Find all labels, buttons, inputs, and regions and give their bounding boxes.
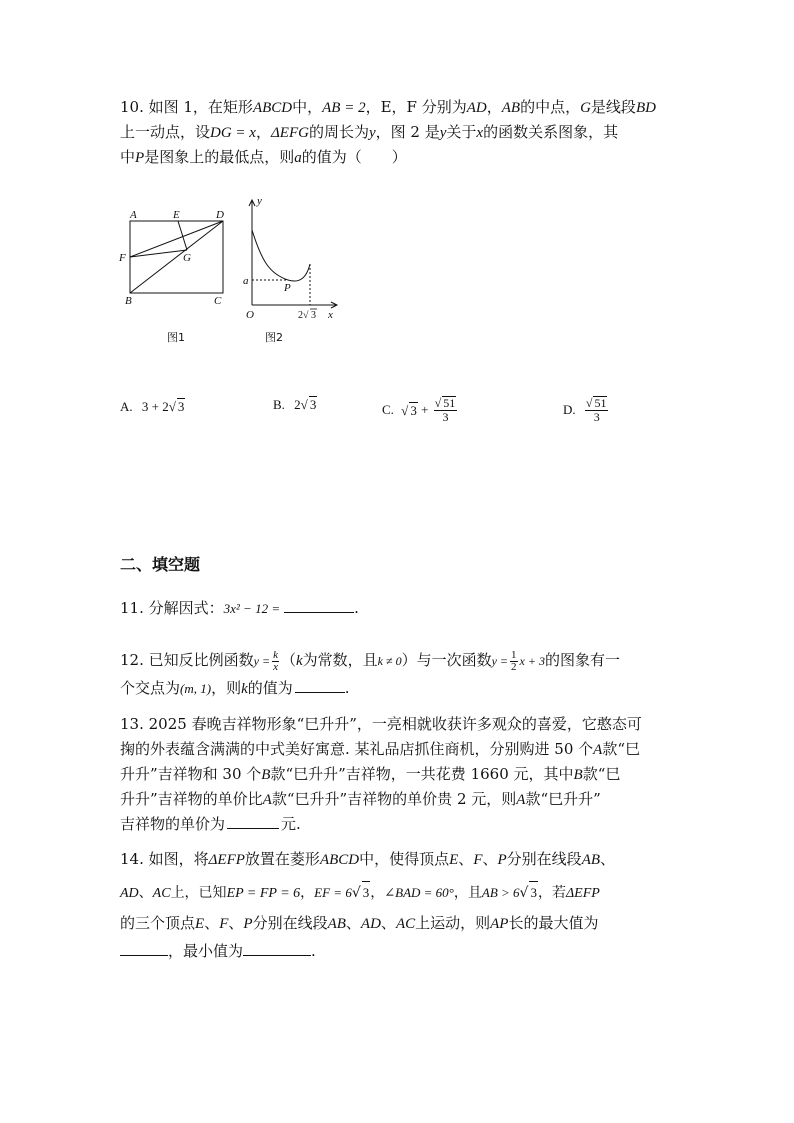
math: P xyxy=(135,150,145,166)
answer-blank[interactable] xyxy=(295,678,345,693)
text: 的周长为 xyxy=(308,123,369,141)
text: 中 xyxy=(120,148,136,166)
label-a-value: a xyxy=(243,275,249,287)
answer-blank[interactable] xyxy=(284,598,354,613)
radicand: 3 xyxy=(177,399,185,414)
label-g: G xyxy=(183,252,191,264)
math: ΔEFP xyxy=(565,886,600,901)
math: AP xyxy=(490,916,509,932)
caption-fig2: 图2 xyxy=(265,331,283,344)
text: 升升”吉祥物的单价比 xyxy=(120,790,263,808)
math: EP = FP = 6 xyxy=(226,886,301,901)
option-c[interactable] xyxy=(382,396,459,424)
sqrt-symbol: √ xyxy=(401,402,409,418)
text: 款“巳 xyxy=(602,740,641,758)
denominator: x xyxy=(273,660,278,673)
text: ，且 xyxy=(453,885,482,901)
figure-1-rectangle xyxy=(112,200,242,350)
text: 、 xyxy=(458,850,474,868)
math: BD xyxy=(635,100,656,116)
math: AC xyxy=(395,916,416,932)
math: AB xyxy=(501,100,521,116)
text: ，最小值为 xyxy=(168,942,244,960)
text: ， xyxy=(370,885,385,901)
text: ，E，F 分别为 xyxy=(365,98,467,116)
label-o: O xyxy=(246,309,254,321)
math: B xyxy=(573,767,583,783)
numerator: 51 xyxy=(443,396,456,410)
denominator: 2 xyxy=(511,660,517,673)
math: y = xyxy=(491,654,509,668)
math: DG = x xyxy=(210,125,256,141)
math: ABCD xyxy=(252,100,293,116)
option-d[interactable] xyxy=(563,396,610,424)
text: . xyxy=(311,942,316,960)
text: ，图 2 是 xyxy=(375,123,440,141)
q14-line2 xyxy=(120,881,600,905)
label-x: x xyxy=(328,309,333,321)
text: ）与一次函数 xyxy=(401,651,492,669)
plus-sign: + xyxy=(421,402,429,417)
fraction xyxy=(585,396,609,424)
label-p: P xyxy=(284,282,291,294)
math: (m, 1) xyxy=(180,681,212,696)
option-label: A. xyxy=(120,399,133,414)
option-text: 2 xyxy=(294,397,301,412)
sqrt-symbol: √ xyxy=(168,399,176,414)
sqrt-symbol: √ xyxy=(300,397,308,412)
sqrt-symbol: √ xyxy=(303,310,309,321)
text: 的三个顶点 xyxy=(120,914,196,932)
math: y xyxy=(368,125,376,141)
q14-line3 xyxy=(120,912,598,935)
math: ABCD xyxy=(319,852,360,868)
math: E xyxy=(195,916,205,932)
option-label: B. xyxy=(273,397,285,412)
caption-fig1: 图1 xyxy=(167,331,185,344)
q13-line3 xyxy=(120,763,620,786)
text: 、 xyxy=(600,850,616,868)
text: 、 xyxy=(482,850,498,868)
option-b[interactable] xyxy=(273,396,317,413)
text: 分别在线段 xyxy=(506,850,582,868)
q14-line1 xyxy=(120,848,615,871)
text: 13. 2025 春晚吉祥物形象“巳升升”，一亮相就收获许多观众的喜爱，它憨态可 xyxy=(120,715,642,733)
text: 10. 如图 1，在矩形 xyxy=(120,98,253,116)
math: A xyxy=(593,742,603,758)
radicand: 3 xyxy=(410,402,417,418)
text: 的值为（ ） xyxy=(301,148,407,166)
numerator: 51 xyxy=(594,396,607,410)
text: 款“巳升升” xyxy=(525,790,601,808)
option-a[interactable] xyxy=(120,398,185,415)
label-y: y xyxy=(257,195,262,207)
text: 关于 xyxy=(446,123,477,141)
text: 11. 分解因式： xyxy=(120,599,224,617)
text: 分别在线段 xyxy=(252,914,328,932)
text: 的函数关系图象，其 xyxy=(483,123,619,141)
math: x + 3 xyxy=(519,654,545,668)
answer-blank[interactable] xyxy=(227,814,279,829)
text: 的图象有一 xyxy=(544,651,620,669)
text: ，若 xyxy=(537,885,566,901)
q10-line3 xyxy=(120,146,407,169)
option-label: D. xyxy=(563,402,576,417)
numerator: 1 xyxy=(511,648,517,661)
text: ， xyxy=(255,123,271,141)
math: B xyxy=(261,767,271,783)
math: ∠BAD = 60° xyxy=(384,885,454,900)
math: a xyxy=(294,150,302,166)
radicand: 3 xyxy=(529,881,538,904)
section-heading: 二、填空题 xyxy=(120,555,201,574)
q13-line5 xyxy=(120,813,301,835)
sqrt-symbol: √ xyxy=(351,885,361,901)
q12-line2 xyxy=(120,677,350,700)
text: 款“巳 xyxy=(582,765,621,783)
label-f: F xyxy=(119,252,126,264)
math: ΔEFG xyxy=(270,125,309,141)
segment-bd xyxy=(130,221,223,293)
math: AD xyxy=(120,886,139,901)
text: 放置在菱形 xyxy=(244,850,320,868)
text: 、 xyxy=(345,914,361,932)
math: 3x² − 12 = xyxy=(223,601,281,616)
math: AB xyxy=(327,916,346,932)
text: 中，使得顶点 xyxy=(359,850,450,868)
text: . xyxy=(354,599,359,617)
text: 的值为 xyxy=(247,679,293,697)
denominator: 3 xyxy=(442,410,449,424)
math: F xyxy=(473,852,483,868)
fraction-half xyxy=(510,650,518,673)
text: 中， xyxy=(292,98,323,116)
q10-line2 xyxy=(120,121,618,144)
math: EF = 6 xyxy=(314,885,352,900)
text: 款“巳升升”吉祥物的单价贵 2 元，则 xyxy=(271,790,517,808)
text: ，则 xyxy=(211,679,242,697)
denominator: 3 xyxy=(593,410,600,424)
text: 是线段 xyxy=(590,98,636,116)
text: 为常数，且 xyxy=(302,651,378,669)
sqrt-symbol: √ xyxy=(585,396,593,410)
text: 上一动点，设 xyxy=(120,123,211,141)
sqrt-symbol: √ xyxy=(519,885,529,901)
math: AD xyxy=(360,916,381,932)
text: 是图象上的最低点，则 xyxy=(144,148,295,166)
math: y = xyxy=(253,654,271,668)
tick-2sqrt3 xyxy=(298,309,317,321)
radicand: 3 xyxy=(362,881,371,904)
math: k xyxy=(295,653,303,669)
q12-line1 xyxy=(120,649,620,673)
label-e: E xyxy=(173,209,180,221)
label-c: C xyxy=(214,295,222,307)
tick-coef: 2 xyxy=(298,310,303,321)
math: F xyxy=(219,916,229,932)
math: ΔEFP xyxy=(208,852,245,868)
math: A xyxy=(262,792,272,808)
math: P xyxy=(497,852,507,868)
label-b: B xyxy=(125,295,132,307)
text: 升升”吉祥物和 30 个 xyxy=(120,765,262,783)
math: y xyxy=(439,125,447,141)
math: P xyxy=(243,916,253,932)
text: 上运动，则 xyxy=(415,914,491,932)
q13-line1 xyxy=(120,713,642,735)
text: 个交点为 xyxy=(120,679,181,697)
text: 12. 已知反比例函数 xyxy=(120,651,254,669)
math: AC xyxy=(152,886,171,901)
text: 、 xyxy=(228,914,244,932)
q14-line4 xyxy=(120,940,316,962)
text: 、 xyxy=(204,914,220,932)
math: k xyxy=(241,681,248,697)
numerator: k xyxy=(273,648,278,661)
math: k ≠ 0 xyxy=(377,654,402,668)
sqrt-symbol: √ xyxy=(434,396,442,410)
math: AB = 2 xyxy=(322,100,366,116)
answer-blank-min[interactable] xyxy=(243,941,311,956)
label-a: A xyxy=(130,209,137,221)
q10-line1 xyxy=(120,96,656,119)
math: AB > 6 xyxy=(481,885,520,900)
fraction-k-x xyxy=(272,650,279,673)
answer-blank-max[interactable] xyxy=(120,941,168,956)
math: G xyxy=(580,100,591,116)
text: 掬的外表蕴含满满的中式美好寓意. 某礼品店抓住商机，分别购进 50 个 xyxy=(120,740,594,758)
option-label: C. xyxy=(382,402,394,417)
option-text: 3 + 2 xyxy=(141,399,169,414)
q13-line2 xyxy=(120,738,640,761)
q11 xyxy=(120,597,359,620)
radicand: 3 xyxy=(309,397,317,412)
text: 的中点， xyxy=(520,98,581,116)
text: 长的最大值为 xyxy=(508,914,599,932)
figure-2-graph xyxy=(240,192,350,350)
text: 14. 如图，将 xyxy=(120,850,209,868)
text: 元. xyxy=(281,815,301,833)
q13-line4 xyxy=(120,788,601,811)
text: （ xyxy=(280,651,296,669)
text: 上，已知 xyxy=(170,885,227,901)
math: E xyxy=(449,852,459,868)
math: x xyxy=(476,125,484,141)
text: ， xyxy=(486,98,502,116)
label-d: D xyxy=(216,209,224,221)
text: 吉祥物的单价为 xyxy=(120,815,226,833)
curve xyxy=(252,230,310,281)
text: . xyxy=(344,679,350,697)
text: 款“巳升升”吉祥物，一共花费 1660 元，其中 xyxy=(270,765,574,783)
math: AD xyxy=(466,100,487,116)
text: 、 xyxy=(380,914,396,932)
tick-radicand: 3 xyxy=(311,310,316,321)
text: ， xyxy=(300,885,315,901)
math: AB xyxy=(581,852,601,868)
math: A xyxy=(516,792,526,808)
text: 、 xyxy=(138,885,153,901)
fraction xyxy=(434,396,458,424)
